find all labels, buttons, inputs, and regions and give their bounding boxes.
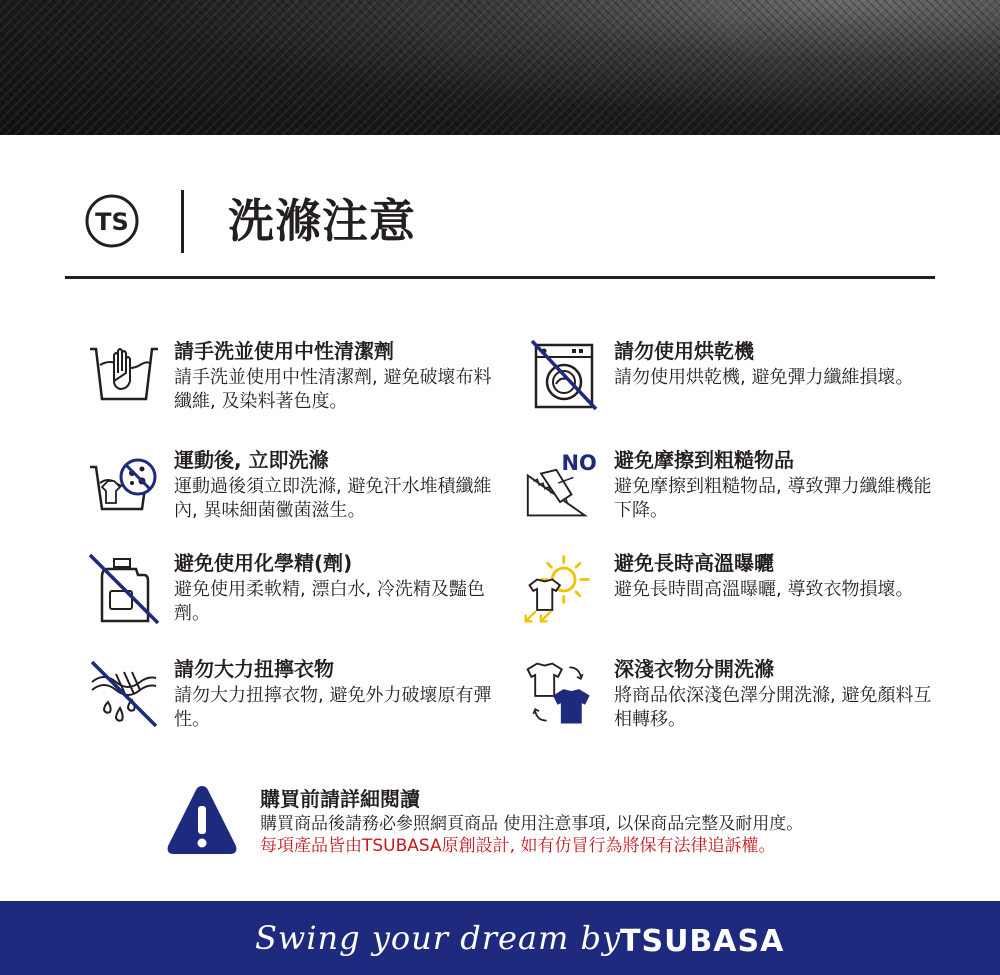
care-item-title: 請手洗並使用中性清潔劑 [174,339,394,363]
purchase-notice [260,786,900,857]
separate-colors-icon [520,656,596,732]
ts-logo-icon [84,193,140,249]
no-rough-surface-icon [524,447,600,523]
notice-title: 購買前請詳細閱讀 [260,787,420,811]
footer-slogan: Swing your dream by [255,919,622,957]
care-item-no-chemicals [174,550,494,626]
care-item-title: 避免長時高溫曝曬 [614,551,774,575]
care-item-title: 避免摩擦到粗糙物品 [614,448,794,472]
no-wring-icon [86,656,162,732]
care-item-desc: 運動過後須立即洗滌, 避免汗水堆積纖維內, 異味細菌黴菌滋生。 [174,476,492,521]
care-item-desc: 請手洗並使用中性清潔劑, 避免破壞布料纖維, 及染料著色度。 [174,367,492,412]
care-item-desc: 避免長時間高溫曝曬, 導致衣物損壞。 [614,579,914,600]
no-badge: NO [561,450,597,475]
care-item-no-dryer [614,338,934,390]
header-divider [181,190,184,253]
care-item-title: 運動後, 立即洗滌 [174,448,329,472]
care-item-no-rough [614,447,934,523]
sun-exposure-icon [520,551,596,627]
care-item-no-wring [174,656,494,732]
care-item-title: 避免使用化學精(劑) [174,551,353,575]
header-rule [65,276,935,279]
fabric-texture-banner [0,0,1000,135]
no-chemicals-icon [86,551,162,627]
footer-brand-name: TSUBASA [620,924,785,959]
care-item-separate-colors [614,656,934,732]
care-item-title: 深淺衣物分開洗滌 [614,657,774,681]
care-item-after-exercise [174,447,494,523]
care-item-title: 請勿大力扭擰衣物 [174,657,334,681]
care-item-desc: 避免摩擦到粗糙物品, 導致彈力纖維機能下降。 [614,476,932,521]
hand-wash-icon [86,337,162,413]
no-tumble-dryer-icon [526,337,602,413]
care-item-desc: 將商品依深淺色澤分開洗滌, 避免顏料互相轉移。 [614,685,932,730]
page-title: 洗滌注意 [228,194,416,248]
care-item-sun-exposure [614,550,934,602]
notice-copyright-line: 每項產品皆由TSUBASA原創設計, 如有仿冒行為將保有法律追訴權。 [260,836,776,856]
wash-after-exercise-icon [86,447,162,523]
care-item-desc: 請勿使用烘乾機, 避免彈力纖維損壞。 [614,367,914,388]
care-item-desc: 請勿大力扭擰衣物, 避免外力破壞原有彈性。 [174,685,492,730]
care-item-title: 請勿使用烘乾機 [614,339,754,363]
logo-letters: TS [95,208,129,236]
care-item-hand-wash [174,338,494,414]
notice-line: 購買商品後請務必參照網頁商品 使用注意事項, 以保商品完整及耐用度。 [260,814,804,834]
care-item-desc: 避免使用柔軟精, 漂白水, 冷洗精及豔色劑。 [174,579,485,624]
warning-icon [164,782,240,858]
